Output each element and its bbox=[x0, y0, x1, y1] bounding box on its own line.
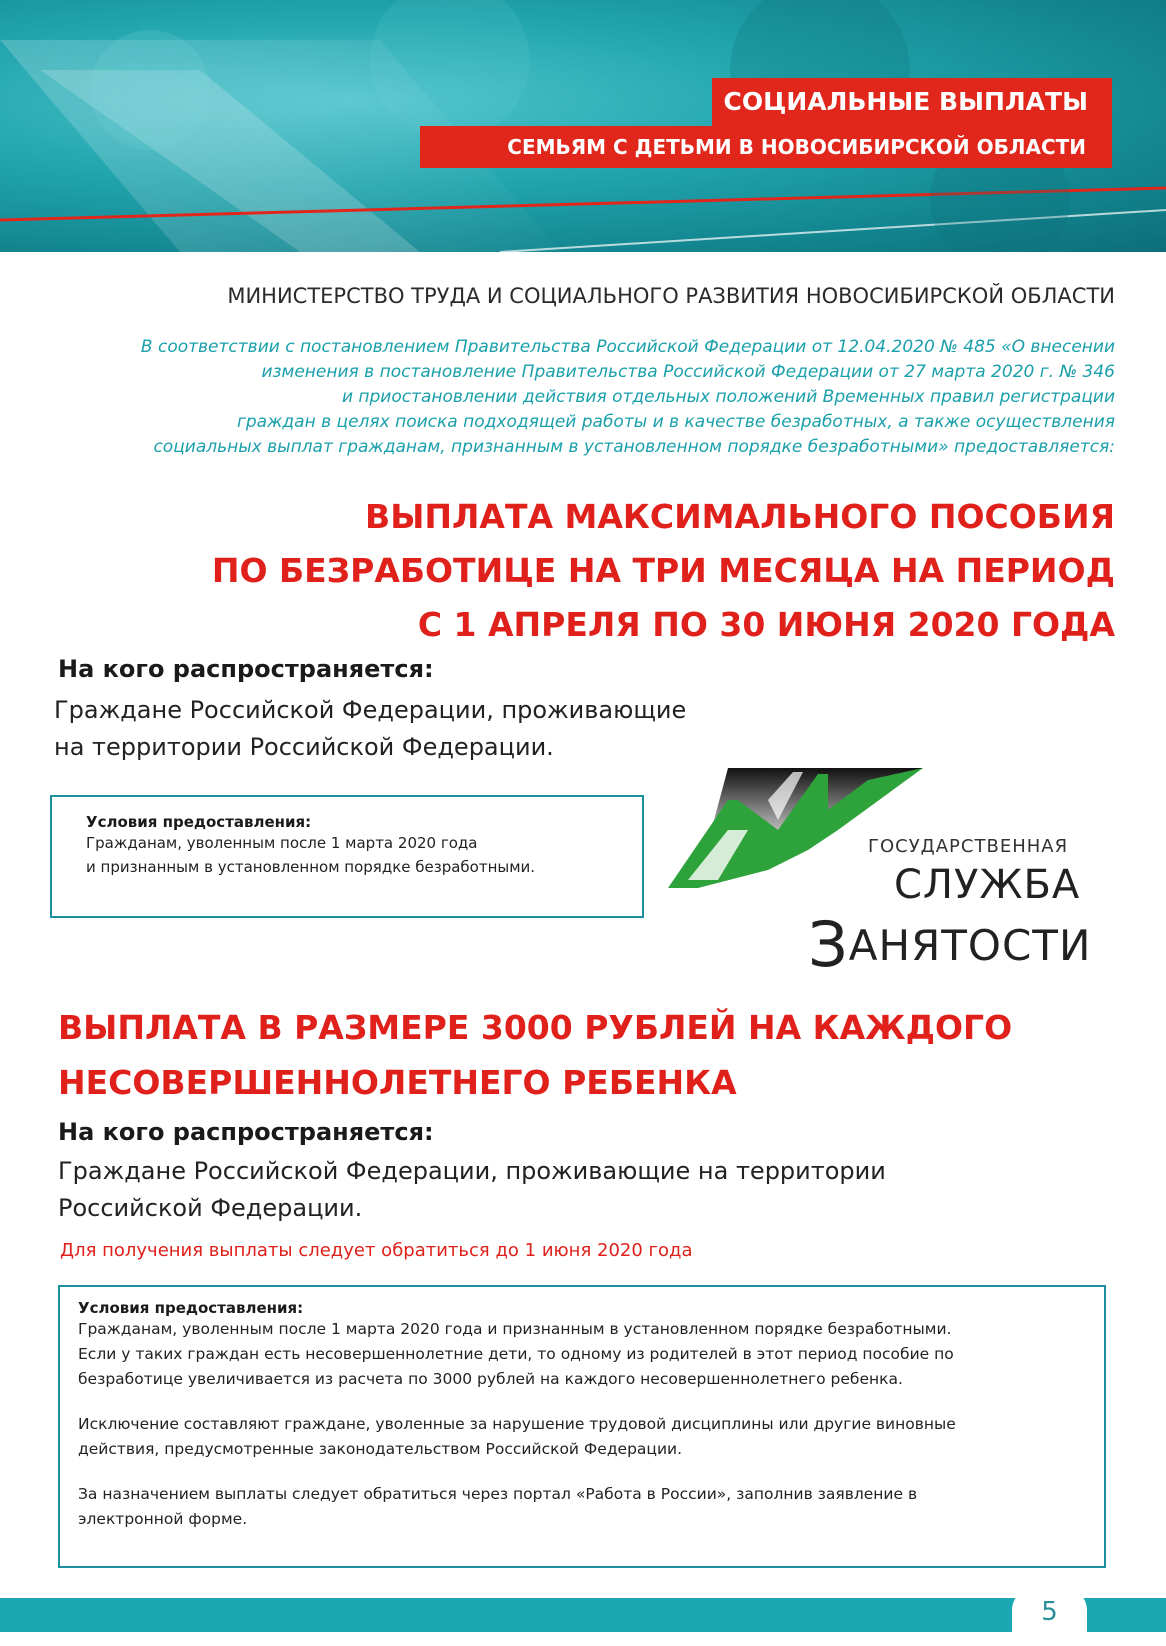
conditions-paragraph bbox=[78, 1482, 1086, 1532]
section2-who-label: На кого распространяется: bbox=[58, 1118, 434, 1146]
logo-text-line2: СЛУЖБА bbox=[894, 862, 1081, 908]
logo-text-rest: АНЯТОСТИ bbox=[848, 921, 1092, 970]
conditions-text bbox=[86, 831, 642, 879]
section2-conditions-box bbox=[58, 1285, 1106, 1568]
deadline-notice: Для получения выплаты следует обратиться до 1 июня 2020 года bbox=[60, 1240, 693, 1261]
section1-who-label: На кого распространяется: bbox=[58, 655, 434, 683]
logo-text-line1: ГОСУДАРСТВЕННАЯ bbox=[868, 836, 1069, 857]
conditions-title: Условия предоставления: bbox=[78, 1299, 304, 1317]
conditions-paragraph bbox=[78, 1412, 1086, 1462]
employment-service-logo bbox=[668, 760, 1108, 981]
header-banner bbox=[0, 0, 1166, 252]
legal-line: изменения в постановление Правительства Российской Федерации от 27 марта 2020 г. № 346 bbox=[261, 362, 1115, 382]
legal-line: и приостановлении действия отдельных положений Временных правил регистрации bbox=[341, 387, 1115, 407]
heading-line: ВЫПЛАТА В РАЗМЕРЕ 3000 РУБЛЕЙ НА КАЖДОГО bbox=[58, 1008, 1013, 1047]
section1-conditions-box bbox=[50, 795, 644, 918]
heading-line: НЕСОВЕРШЕННОЛЕТНЕГО РЕБЕНКА bbox=[58, 1063, 737, 1102]
ministry-name: МИНИСТЕРСТВО ТРУДА И СОЦИАЛЬНОГО РАЗВИТИЯ НОВОСИБИРСКОЙ ОБЛАСТИ bbox=[227, 284, 1115, 308]
header-title: СОЦИАЛЬНЫЕ ВЫПЛАТЫ bbox=[712, 78, 1112, 126]
logo-text-line3 bbox=[808, 908, 1091, 981]
heading-line: С 1 АПРЕЛЯ ПО 30 ИЮНЯ 2020 ГОДА bbox=[417, 605, 1115, 644]
legal-line: социальных выплат гражданам, признанным в установленном порядке безработными» предоставляется: bbox=[153, 437, 1115, 457]
section1-who-text bbox=[54, 692, 686, 766]
logo-capital-letter: З bbox=[808, 908, 849, 981]
section1-heading bbox=[150, 490, 1115, 652]
legal-intro bbox=[40, 335, 1115, 460]
who-line: Граждане Российской Федерации, проживающие bbox=[54, 696, 687, 724]
conditions-line: За назначением выплаты следует обратиться через портал «Работа в России», заполнив заявление в bbox=[78, 1485, 918, 1503]
legal-line: В соответствии с постановлением Правительства Российской Федерации от 12.04.2020 № 485 «О внесении bbox=[140, 337, 1115, 357]
conditions-line: безработице увеличивается из расчета по 3000 рублей на каждого несовершеннолетнего ребенка. bbox=[78, 1370, 903, 1388]
who-line: Граждане Российской Федерации, проживающие на территории bbox=[58, 1157, 886, 1185]
page-number: 5 bbox=[1012, 1588, 1087, 1632]
conditions-line: и признанным в установленном порядке безработными. bbox=[86, 858, 536, 876]
section2-who-text bbox=[58, 1153, 886, 1227]
conditions-line: Гражданам, уволенным после 1 марта 2020 года и признанным в установленном порядке безработными. bbox=[78, 1320, 952, 1338]
legal-line: граждан в целях поиска подходящей работы и в качестве безработных, а также осуществления bbox=[236, 412, 1115, 432]
conditions-line: электронной форме. bbox=[78, 1510, 248, 1528]
who-line: Российской Федерации. bbox=[58, 1194, 363, 1222]
footer-bar bbox=[0, 1598, 1166, 1632]
conditions-paragraph bbox=[78, 1317, 1086, 1392]
header-subtitle: СЕМЬЯМ С ДЕТЬМИ В НОВОСИБИРСКОЙ ОБЛАСТИ bbox=[420, 126, 1112, 168]
heading-line: ВЫПЛАТА МАКСИМАЛЬНОГО ПОСОБИЯ bbox=[365, 497, 1115, 536]
conditions-title: Условия предоставления: bbox=[86, 813, 312, 831]
conditions-line: Если у таких граждан есть несовершеннолетние дети, то одному из родителей в этот период пособие по bbox=[78, 1345, 954, 1363]
conditions-line: Гражданам, уволенным после 1 марта 2020 года bbox=[86, 834, 478, 852]
conditions-text bbox=[78, 1317, 1086, 1532]
conditions-line: действия, предусмотренные законодательством Российской Федерации. bbox=[78, 1440, 683, 1458]
conditions-line: Исключение составляют граждане, уволенные за нарушение трудовой дисциплины или другие виновные bbox=[78, 1415, 956, 1433]
who-line: на территории Российской Федерации. bbox=[54, 733, 554, 761]
heading-line: ПО БЕЗРАБОТИЦЕ НА ТРИ МЕСЯЦА НА ПЕРИОД bbox=[211, 551, 1115, 590]
section2-heading bbox=[58, 1000, 1108, 1110]
